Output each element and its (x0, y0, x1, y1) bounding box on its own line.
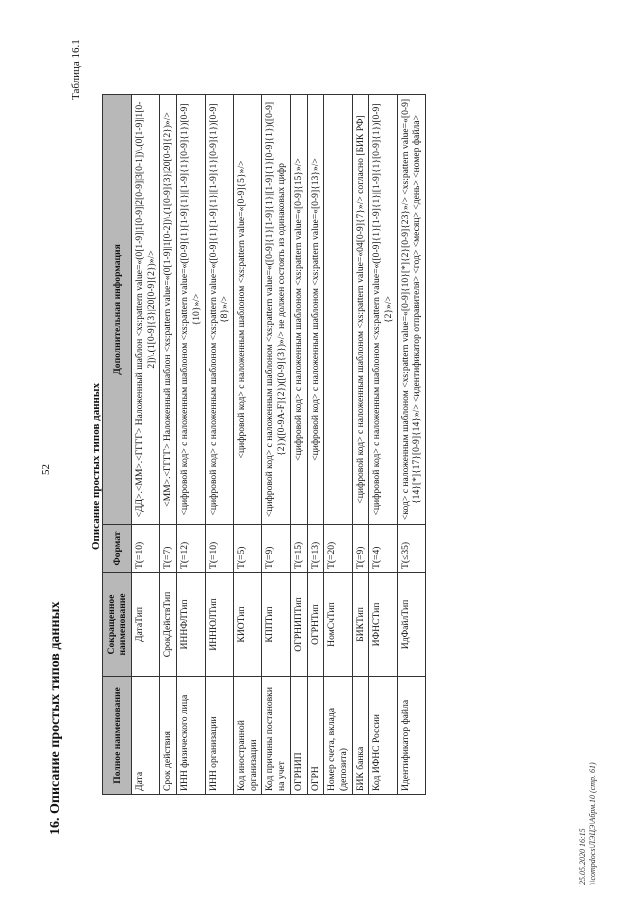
cell-info: <цифровой код> с наложенным шаблоном <xs:pattern value=«([0-9]{1}[1-9]{1}|[1-9]{1}[0-9]{1})[0-9]{8}»/> (205, 95, 233, 525)
table-row (397, 95, 425, 795)
table-row (160, 95, 177, 795)
cell-full-name: Код иностранной организации (233, 677, 261, 795)
cell-short-name: КППТип (262, 573, 290, 677)
cell-full-name: ИНН физического лица (177, 677, 205, 795)
cell-format: T(=5) (233, 525, 261, 573)
cell-format: T(=9) (352, 525, 369, 573)
cell-full-name: Код ИФНС России (369, 677, 397, 795)
cell-info: <код> с наложенным шаблоном <xs:pattern value=«[0-9]{10}[*]{2}[0-9]{23}»/> <xs:pattern value=«[0-9]{14}[*]{17}[0-9]{14}»/> <идентификатор отправителя> <год> <месяц> <день> <номер файла> (397, 95, 425, 525)
cell-info (324, 95, 352, 525)
table-row (369, 95, 397, 795)
cell-short-name: ДатаТип (132, 573, 160, 677)
header-full-name: Полное наименование (103, 677, 132, 795)
table-row (132, 95, 160, 795)
cell-format: T(=10) (132, 525, 160, 573)
cell-short-name: ОГРНИПТип (290, 573, 307, 677)
print-footnote (578, 762, 599, 885)
cell-format: T(≤35) (397, 525, 425, 573)
table-row (307, 95, 324, 795)
cell-format: T(=10) (205, 525, 233, 573)
cell-format: T(=4) (369, 525, 397, 573)
cell-info: <цифровой код> с наложенным шаблоном <xs:pattern value=«[0-9]{5}»/> (233, 95, 261, 525)
cell-short-name: ИдФайлТип (397, 573, 425, 677)
cell-info: <цифровой код> с наложенным шаблоном <xs:pattern value=«[0-9]{15}»/> (290, 95, 307, 525)
cell-full-name: Дата (132, 677, 160, 795)
cell-format: T(=20) (324, 525, 352, 573)
cell-short-name: ИННФЛТип (177, 573, 205, 677)
cell-short-name: ИННЮЛТип (205, 573, 233, 677)
page-number: 52 (40, 464, 52, 475)
table-row (177, 95, 205, 795)
table-row (262, 95, 290, 795)
header-info: Дополнительная информация (103, 95, 132, 525)
cell-info: <ДД>.<ММ>.<ГГГГ> Наложенный шаблон <xs:pattern value=«(0[1-9]|1[0-9]|2[0-9]|3[0-1])\.(0[1-9]|1[0-2])\.(1[0-9]{3}|20[0-9]{2})»/> (132, 95, 160, 525)
data-types-table (102, 94, 426, 795)
cell-full-name: Срок действия (160, 677, 177, 795)
cell-short-name: ОГРНТип (307, 573, 324, 677)
cell-info: <цифровой код> с наложенным шаблоном <xs:pattern value=«([0-9]{1}[1-9]{1}|[1-9]{1}[0-9]{1})[0-9]{10}»/> (177, 95, 205, 525)
header-format: Формат (103, 525, 132, 573)
table-label: Таблица 16.1 (70, 39, 82, 100)
cell-info: <цифровой код> с наложенным шаблоном <xs:pattern value=«[0-9]{13}»/> (307, 95, 324, 525)
table-row (233, 95, 261, 795)
cell-format: T(=15) (290, 525, 307, 573)
cell-format: T(=9) (262, 525, 290, 573)
cell-full-name: Код причины постановки на учет (262, 677, 290, 795)
cell-full-name: Номер счета, вклада (депозита) (324, 677, 352, 795)
cell-info: <цифровой код> с наложенным шаблоном <xs:pattern value=«([0-9]{1}[1-9]{1}|[1-9]{1}[0-9]{1})([0-9]{2})([0-9A-F]{2})([0-9]{3})»/> не должен состоять из одинаковых цифр (262, 95, 290, 525)
cell-short-name: БИКТип (352, 573, 369, 677)
table-row (352, 95, 369, 795)
table-row (205, 95, 233, 795)
cell-full-name: ОГРН (307, 677, 324, 795)
cell-short-name: СрокДействТип (160, 573, 177, 677)
table-caption: Описание простых типов данных (90, 383, 102, 550)
cell-format: T(=12) (177, 525, 205, 573)
cell-info: <цифровой код> с наложенным шаблоном <xs:pattern value=«([0-9]{1}[1-9]{1}|[1-9]{1}[0-9]{1})[0-9]{2}»/> (369, 95, 397, 525)
cell-full-name: ИНН организации (205, 677, 233, 795)
cell-format: T(=7) (160, 525, 177, 573)
section-title: 16. Описание простых типов данных (48, 601, 63, 835)
table-row (290, 95, 307, 795)
cell-short-name: КИОТип (233, 573, 261, 677)
cell-short-name: ИФНСТип (369, 573, 397, 677)
table-header-row (103, 95, 132, 795)
cell-info: <цифровой код> с наложенным шаблоном <xs:pattern value=«04[0-9]{7}»/> согласно [БИК РФ] (352, 95, 369, 525)
header-short-name: Сокращенное наименование (103, 573, 132, 677)
cell-full-name: Идентификатор файла (397, 677, 425, 795)
cell-format: T(=13) (307, 525, 324, 573)
footnote-path: \\compdocs\ЛЭЦЭ\Абрм.10 (стр. 61) (588, 762, 598, 885)
cell-full-name: ОГРНИП (290, 677, 307, 795)
table-row (324, 95, 352, 795)
footnote-date: 25.05.2020 16:15 (578, 828, 587, 885)
cell-short-name: НомСчТип (324, 573, 352, 677)
cell-full-name: БИК банка (352, 677, 369, 795)
cell-info: <ММ>.<ГГГГ> Наложенный шаблон <xs:pattern value=«(0[1-9]|1[0-2])\.(1[0-9]{3}|20[0-9]{2})»/> (160, 95, 177, 525)
